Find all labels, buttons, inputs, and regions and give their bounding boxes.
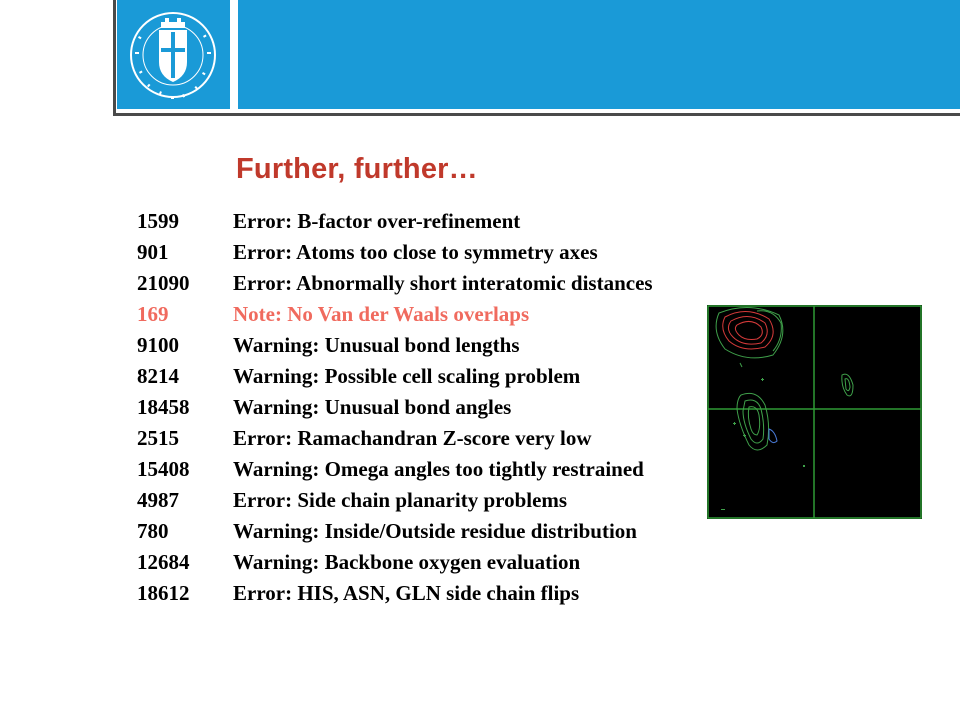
item-text: Error: HIS, ASN, GLN side chain flips: [233, 581, 580, 605]
item-text: Warning: Unusual bond angles: [233, 395, 512, 419]
list-item: [137, 206, 653, 237]
item-text: Warning: Possible cell scaling problem: [233, 364, 581, 388]
header-banner: [238, 0, 960, 109]
list-item: [137, 330, 653, 361]
list-item: [137, 516, 653, 547]
item-code: 780: [137, 519, 169, 543]
item-text: Error: Ramachandran Z-score very low: [233, 426, 592, 450]
item-text: Error: Side chain planarity problems: [233, 488, 568, 512]
list-item: [137, 454, 653, 485]
item-code: 2515: [137, 426, 179, 450]
item-code: 901: [137, 240, 169, 264]
university-logo: [117, 0, 230, 109]
list-item: [137, 423, 653, 454]
item-code: 12684: [137, 550, 190, 574]
item-code: 21090: [137, 271, 190, 295]
item-text: Warning: Omega angles too tightly restrained: [233, 457, 644, 481]
item-code: 169: [137, 302, 169, 326]
item-text: Error: Abnormally short interatomic distances: [233, 271, 653, 295]
list-item: [137, 485, 653, 516]
item-text: Warning: Backbone oxygen evaluation: [233, 550, 581, 574]
item-code: 1599: [137, 209, 179, 233]
item-text: Warning: Inside/Outside residue distribution: [233, 519, 637, 543]
item-code: 4987: [137, 488, 179, 512]
item-code: 18458: [137, 395, 190, 419]
list-item: [137, 361, 653, 392]
seal-icon: [117, 0, 230, 109]
list-item: [137, 547, 653, 578]
item-code: 18612: [137, 581, 190, 605]
ramachandran-plot-image: [707, 305, 922, 519]
list-item: [137, 237, 653, 268]
list-item: [137, 578, 653, 609]
item-text: Error: Atoms too close to symmetry axes: [233, 240, 598, 264]
slide-title: Further, further…: [236, 153, 478, 185]
item-code: 9100: [137, 333, 179, 357]
item-text: Error: B-factor over-refinement: [233, 209, 521, 233]
header-divider: [230, 0, 238, 109]
item-list: [137, 206, 653, 609]
list-item: [137, 299, 653, 330]
ramachandran-plot: [707, 305, 922, 519]
list-item: [137, 392, 653, 423]
list-item: [137, 268, 653, 299]
item-code: 8214: [137, 364, 179, 388]
item-code: 15408: [137, 457, 190, 481]
item-text: Warning: Unusual bond lengths: [233, 333, 520, 357]
item-text: Note: No Van der Waals overlaps: [233, 302, 530, 326]
